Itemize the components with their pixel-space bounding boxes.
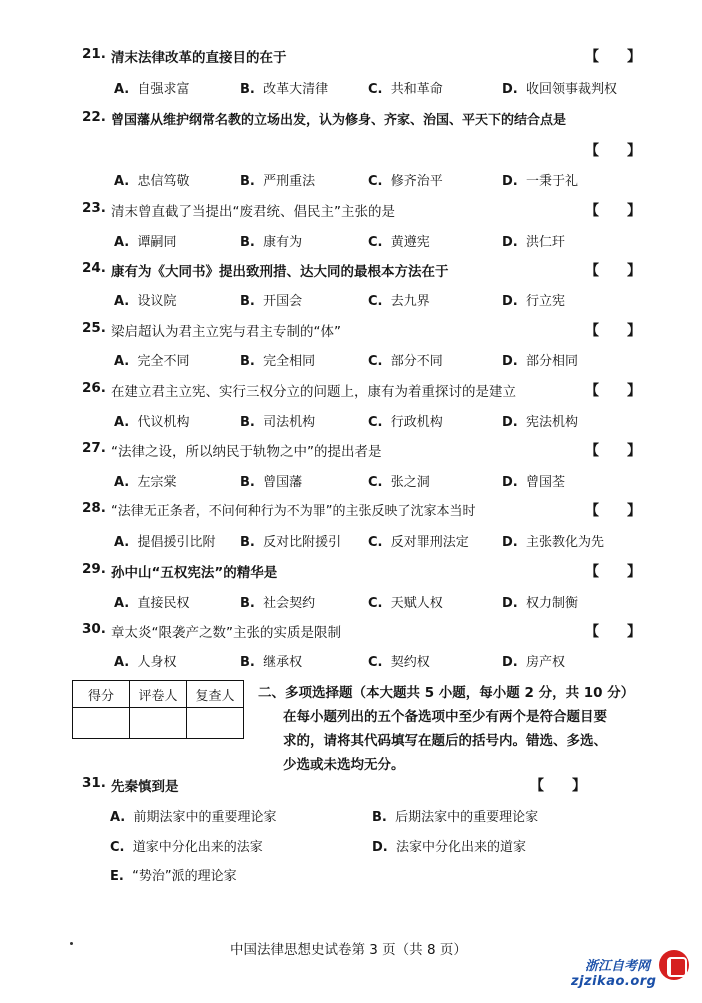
option-letter: C. bbox=[368, 174, 383, 189]
option bbox=[502, 471, 565, 490]
option bbox=[502, 411, 578, 430]
option-text: 提倡援引比附 bbox=[137, 535, 216, 550]
option-letter: B. bbox=[240, 475, 255, 490]
option-letter: A. bbox=[114, 354, 130, 369]
option-text: 去九界 bbox=[390, 294, 430, 309]
grader-cell[interactable] bbox=[130, 708, 187, 739]
option-letter: A. bbox=[114, 596, 130, 611]
option-text: 张之洞 bbox=[390, 475, 430, 490]
option bbox=[240, 592, 315, 611]
question-number: 23. bbox=[82, 200, 106, 216]
score-cell[interactable] bbox=[73, 708, 130, 739]
option bbox=[502, 592, 578, 611]
option-text: 行立宪 bbox=[526, 294, 566, 309]
option-text: 主张教化为先 bbox=[526, 535, 605, 550]
option-text: 共和革命 bbox=[390, 82, 443, 97]
option-letter: A. bbox=[114, 655, 130, 670]
question-number: 26. bbox=[82, 380, 106, 396]
option-text: 反对比附援引 bbox=[263, 535, 342, 550]
option bbox=[502, 350, 578, 369]
watermark-fist-icon bbox=[659, 950, 689, 980]
option bbox=[114, 592, 190, 611]
option-letter: C. bbox=[368, 354, 383, 369]
option-text: 谭嗣同 bbox=[137, 235, 177, 250]
option bbox=[502, 651, 565, 670]
option bbox=[372, 806, 538, 825]
option bbox=[368, 651, 430, 670]
option-letter: C. bbox=[368, 415, 383, 430]
question-number: 25. bbox=[82, 320, 106, 336]
option-letter: E. bbox=[110, 869, 124, 884]
option-letter: A. bbox=[114, 82, 130, 97]
option bbox=[114, 78, 190, 97]
option bbox=[240, 350, 315, 369]
option-letter: C. bbox=[368, 596, 383, 611]
answer-bracket: 【 】 bbox=[585, 443, 641, 459]
reviewer-header: 复查人 bbox=[187, 681, 244, 708]
option-letter: D. bbox=[502, 174, 518, 189]
option-letter: D. bbox=[502, 294, 518, 309]
grader-header: 评卷人 bbox=[130, 681, 187, 708]
option-text: 社会契约 bbox=[263, 596, 316, 611]
option-text: 收回领事裁判权 bbox=[526, 82, 618, 97]
option-text: 前期法家中的重要理论家 bbox=[133, 810, 277, 825]
option-letter: A. bbox=[114, 475, 130, 490]
option-letter: D. bbox=[502, 596, 518, 611]
option bbox=[114, 471, 177, 490]
option-letter: C. bbox=[368, 655, 383, 670]
option-text: 自强求富 bbox=[137, 82, 190, 97]
question-text: “法律无正条者，不问何种行为不为罪”的主张反映了沈家本当时 bbox=[111, 504, 476, 519]
option-text: 天赋人权 bbox=[390, 596, 443, 611]
option bbox=[368, 290, 430, 309]
option bbox=[114, 290, 177, 309]
option-letter: D. bbox=[502, 235, 518, 250]
option-text: 修齐治平 bbox=[390, 174, 443, 189]
option-text: 完全相同 bbox=[263, 354, 316, 369]
option-text: 继承权 bbox=[263, 655, 303, 670]
option bbox=[240, 170, 315, 189]
option-letter: A. bbox=[114, 535, 130, 550]
option-letter: D. bbox=[502, 535, 518, 550]
option-text: 部分相同 bbox=[526, 354, 579, 369]
option bbox=[502, 231, 565, 250]
option-letter: D. bbox=[502, 82, 518, 97]
question-number: 28. bbox=[82, 500, 106, 516]
answer-bracket: 【 】 bbox=[585, 624, 641, 640]
option bbox=[240, 290, 302, 309]
question-text: 孙中山“五权宪法”的精华是 bbox=[111, 565, 278, 581]
option-text: 契约权 bbox=[390, 655, 430, 670]
option-text: 严刑重法 bbox=[263, 174, 316, 189]
option-text: “势治”派的理论家 bbox=[132, 869, 237, 884]
option bbox=[240, 531, 341, 550]
question-text: 曾国藩从维护纲常名教的立场出发，认为修身、齐家、治国、平天下的结合点是 bbox=[111, 113, 567, 128]
option-text: 部分不同 bbox=[390, 354, 443, 369]
option-text: 法家中分化出来的道家 bbox=[396, 840, 527, 855]
answer-bracket: 【 】 bbox=[585, 49, 641, 65]
question-number: 21. bbox=[82, 46, 106, 62]
reviewer-cell[interactable] bbox=[187, 708, 244, 739]
answer-bracket: 【 】 bbox=[585, 383, 641, 399]
option-letter: B. bbox=[240, 415, 255, 430]
option bbox=[368, 170, 443, 189]
option-letter: C. bbox=[368, 235, 383, 250]
option-text: 黄遵宪 bbox=[390, 235, 430, 250]
option-letter: A. bbox=[114, 174, 130, 189]
option-text: 曾国荃 bbox=[526, 475, 566, 490]
question-number: 22. bbox=[82, 109, 106, 125]
option-letter: A. bbox=[114, 235, 130, 250]
option-letter: B. bbox=[240, 82, 255, 97]
option-letter: D. bbox=[372, 840, 388, 855]
option-letter: A. bbox=[114, 415, 130, 430]
section-instructions: 求的，请将其代码填写在题后的括号内。错选、多选、 bbox=[283, 733, 607, 749]
watermark-name: 浙江自考网 bbox=[585, 959, 651, 974]
option bbox=[502, 290, 565, 309]
section-instructions: 在每小题列出的五个备选项中至少有两个是符合题目要 bbox=[283, 709, 607, 725]
option-letter: D. bbox=[502, 655, 518, 670]
question-text: 梁启超认为君主立宪与君主专制的“体” bbox=[111, 324, 341, 340]
option bbox=[368, 592, 443, 611]
score-header: 得分 bbox=[73, 681, 130, 708]
option-letter: D. bbox=[502, 475, 518, 490]
answer-bracket: 【 】 bbox=[585, 203, 641, 219]
option bbox=[372, 836, 526, 855]
question-number: 30. bbox=[82, 621, 106, 637]
question-text: 章太炎“限袭产之数”主张的实质是限制 bbox=[111, 625, 341, 641]
section-instructions: 少选或未选均无分。 bbox=[283, 757, 405, 773]
option bbox=[502, 78, 617, 97]
answer-bracket: 【 】 bbox=[585, 564, 641, 580]
option-text: 人身权 bbox=[137, 655, 177, 670]
option-letter: A. bbox=[114, 294, 130, 309]
score-table bbox=[72, 680, 244, 739]
option bbox=[368, 231, 430, 250]
option bbox=[240, 78, 328, 97]
option bbox=[502, 170, 578, 189]
answer-bracket: 【 】 bbox=[585, 323, 641, 339]
option-text: 洪仁玕 bbox=[526, 235, 566, 250]
option-text: 行政机构 bbox=[390, 415, 443, 430]
option bbox=[240, 411, 315, 430]
option-text: 康有为 bbox=[263, 235, 303, 250]
option-text: 权力制衡 bbox=[526, 596, 579, 611]
option-letter: B. bbox=[240, 535, 255, 550]
question-number: 24. bbox=[82, 260, 106, 276]
option-text: 代议机构 bbox=[137, 415, 190, 430]
option-letter: B. bbox=[240, 174, 255, 189]
answer-bracket: 【 】 bbox=[530, 778, 586, 794]
option-text: 忠信笃敬 bbox=[137, 174, 190, 189]
option-letter: C. bbox=[110, 840, 125, 855]
option-letter: D. bbox=[502, 354, 518, 369]
option bbox=[240, 471, 302, 490]
option bbox=[114, 231, 177, 250]
option-text: 宪法机构 bbox=[526, 415, 579, 430]
option-text: 开国会 bbox=[263, 294, 303, 309]
option-letter: B. bbox=[240, 235, 255, 250]
option-letter: B. bbox=[240, 354, 255, 369]
question-number: 29. bbox=[82, 561, 106, 577]
option bbox=[240, 231, 302, 250]
option bbox=[114, 170, 190, 189]
option-letter: B. bbox=[240, 294, 255, 309]
option bbox=[368, 411, 443, 430]
page-footer: 中国法律思想史试卷第 3 页（共 8 页） bbox=[230, 942, 467, 958]
answer-bracket: 【 】 bbox=[585, 143, 641, 159]
question-number: 27. bbox=[82, 440, 106, 456]
option-text: 反对罪刑法定 bbox=[390, 535, 469, 550]
option-text: 设议院 bbox=[137, 294, 177, 309]
scan-speck bbox=[70, 942, 73, 945]
option-letter: B. bbox=[240, 655, 255, 670]
option bbox=[502, 531, 604, 550]
option-text: 司法机构 bbox=[263, 415, 316, 430]
question-number: 31. bbox=[82, 775, 106, 791]
option bbox=[368, 531, 469, 550]
question-text: 康有为《大同书》提出致刑措、达大同的最根本方法在于 bbox=[111, 264, 449, 280]
option bbox=[114, 350, 190, 369]
option-text: 曾国藩 bbox=[263, 475, 303, 490]
option bbox=[240, 651, 302, 670]
answer-bracket: 【 】 bbox=[585, 263, 641, 279]
option-text: 改革大清律 bbox=[263, 82, 329, 97]
option-text: 后期法家中的重要理论家 bbox=[395, 810, 539, 825]
option-letter: B. bbox=[372, 810, 387, 825]
option bbox=[114, 531, 216, 550]
option bbox=[110, 865, 237, 884]
option bbox=[114, 411, 190, 430]
section-heading: 二、多项选择题（本大题共 5 小题，每小题 2 分，共 10 分） bbox=[258, 685, 635, 701]
option-text: 房产权 bbox=[526, 655, 566, 670]
option-letter: C. bbox=[368, 294, 383, 309]
question-text: “法律之设，所以纳民于轨物之中”的提出者是 bbox=[111, 444, 382, 460]
option-letter: C. bbox=[368, 535, 383, 550]
option bbox=[368, 471, 430, 490]
answer-bracket: 【 】 bbox=[585, 503, 641, 519]
option-letter: B. bbox=[240, 596, 255, 611]
option-text: 一秉于礼 bbox=[526, 174, 579, 189]
watermark-url: zjzikao.org bbox=[571, 974, 657, 989]
option bbox=[368, 78, 443, 97]
option-letter: D. bbox=[502, 415, 518, 430]
option bbox=[110, 836, 263, 855]
option-text: 直接民权 bbox=[137, 596, 190, 611]
question-text: 先秦慎到是 bbox=[111, 779, 179, 795]
option bbox=[368, 350, 443, 369]
option-text: 完全不同 bbox=[137, 354, 190, 369]
question-text: 清末法律改革的直接目的在于 bbox=[111, 50, 287, 66]
option bbox=[114, 651, 177, 670]
option-text: 左宗棠 bbox=[137, 475, 177, 490]
option-letter: A. bbox=[110, 810, 126, 825]
question-text: 在建立君主立宪、实行三权分立的问题上，康有为着重探讨的是建立 bbox=[111, 384, 516, 400]
option-text: 道家中分化出来的法家 bbox=[132, 840, 263, 855]
option-letter: C. bbox=[368, 82, 383, 97]
option-letter: C. bbox=[368, 475, 383, 490]
option bbox=[110, 806, 277, 825]
question-text: 清末曾直截了当提出“废君统、倡民主”主张的是 bbox=[111, 204, 395, 220]
